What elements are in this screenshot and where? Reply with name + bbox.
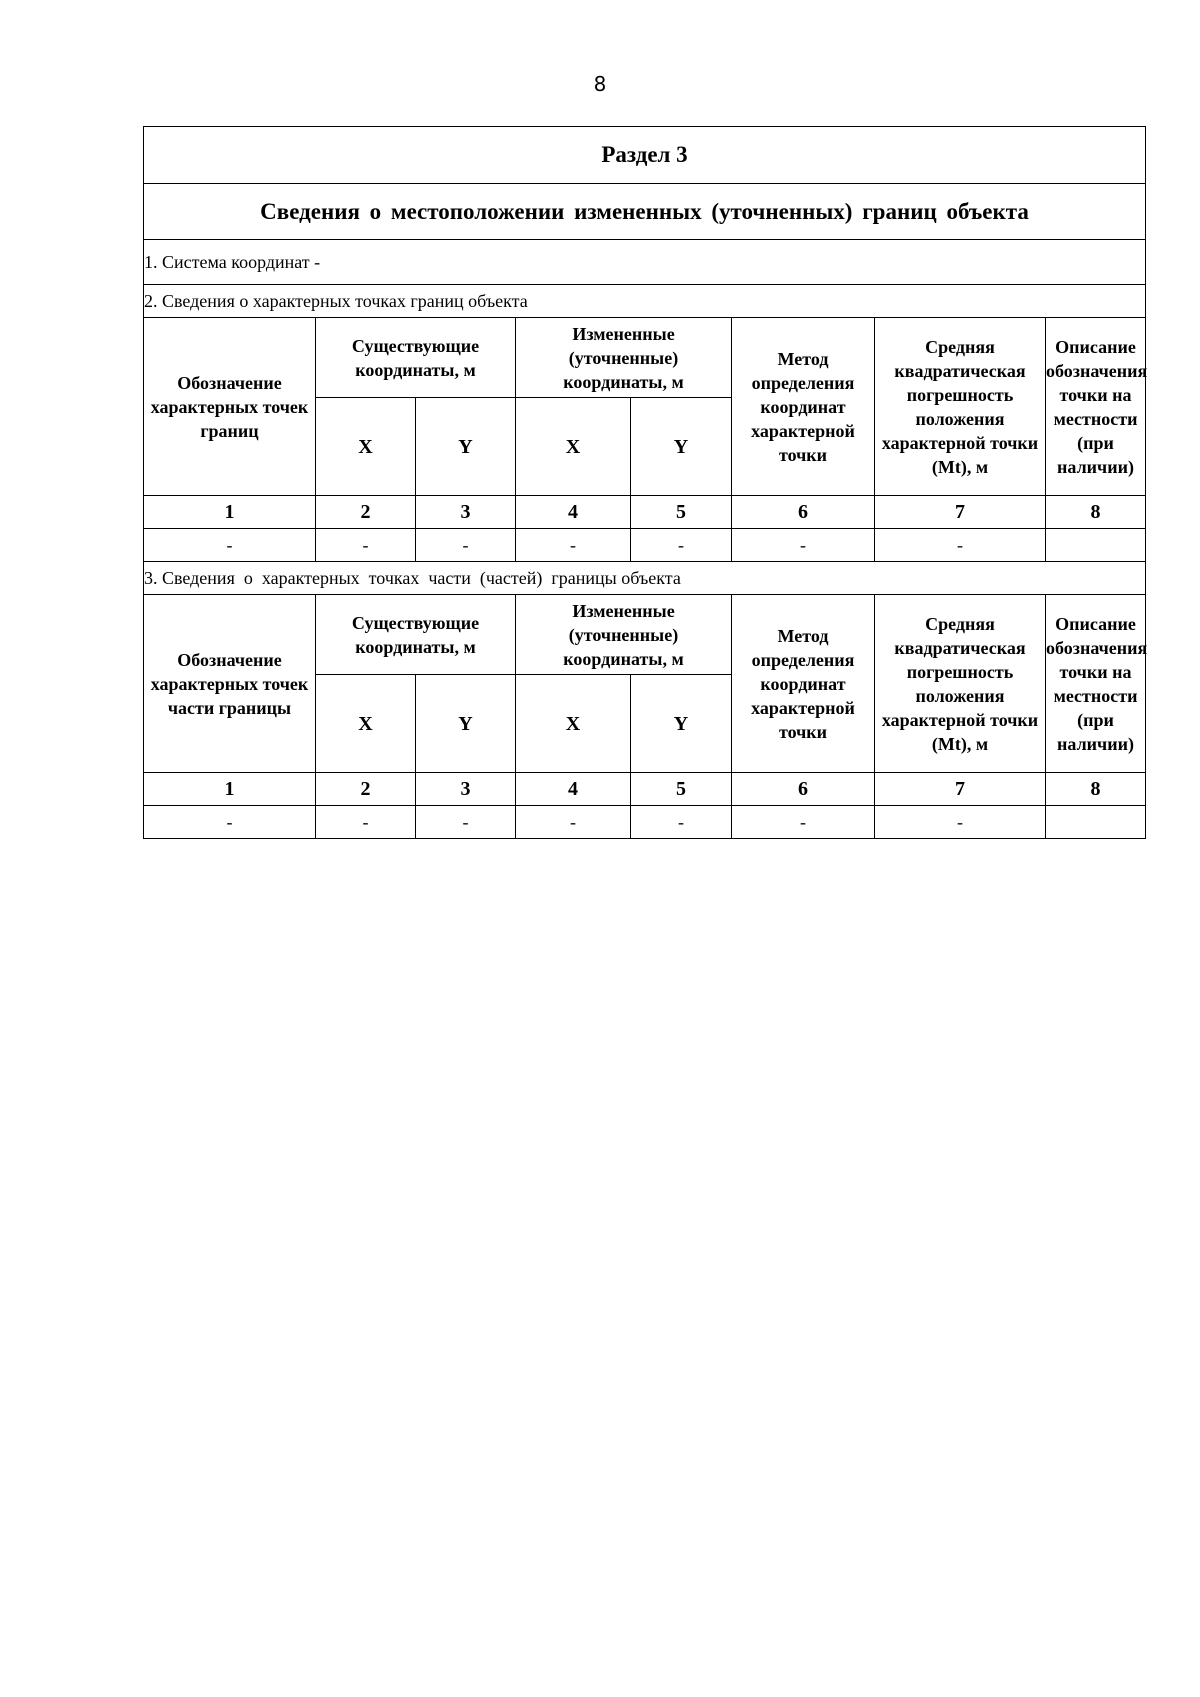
block2-header-method: Метод определения координат характерной точки xyxy=(732,318,875,496)
block2-header-error: Средняя квадратическая погрешность положения характерной точки (Mt), м xyxy=(875,318,1046,496)
table-cell: - xyxy=(875,806,1046,839)
table-row xyxy=(144,529,1146,562)
block2-title: 2. Сведения о характерных точках границ объекта xyxy=(144,285,1146,318)
column-number: 8 xyxy=(1046,773,1146,806)
block3-header-changed: Измененные (уточненные) координаты, м xyxy=(516,595,732,675)
column-number: 3 xyxy=(416,773,516,806)
column-number: 4 xyxy=(516,496,631,529)
block2-header-changed: Измененные (уточненные) координаты, м xyxy=(516,318,732,398)
table-cell: - xyxy=(316,529,416,562)
table-cell: - xyxy=(631,529,732,562)
coordinate-system: 1. Система координат - xyxy=(144,240,1146,285)
block2-header-existing-x: X xyxy=(316,398,416,496)
table-cell: - xyxy=(631,806,732,839)
block3-title: 3. Сведения о характерных точках части (частей) границы объекта xyxy=(144,562,1146,595)
section-3-table xyxy=(143,126,1146,839)
column-number: 2 xyxy=(316,496,416,529)
column-number: 8 xyxy=(1046,496,1146,529)
column-number: 1 xyxy=(144,496,316,529)
table-cell: - xyxy=(416,529,516,562)
block3-header-existing-y: Y xyxy=(416,675,516,773)
table-cell: - xyxy=(516,529,631,562)
table-cell: - xyxy=(732,529,875,562)
column-number: 5 xyxy=(631,773,732,806)
block2-header-designation: Обозначение характерных точек границ xyxy=(144,318,316,496)
block3-header-error: Средняя квадратическая погрешность положения характерной точки (Mt), м xyxy=(875,595,1046,773)
block3-header-designation: Обозначение характерных точек части границы xyxy=(144,595,316,773)
block2-header-changed-y: Y xyxy=(631,398,732,496)
table-cell: - xyxy=(516,806,631,839)
table-cell xyxy=(1046,806,1146,839)
block3-header-existing-x: X xyxy=(316,675,416,773)
table-cell xyxy=(1046,529,1146,562)
block3-header-changed-x: X xyxy=(516,675,631,773)
table-row xyxy=(144,806,1146,839)
section-heading: Сведения о местоположении измененных (уточненных) границ объекта xyxy=(144,184,1146,240)
column-number: 1 xyxy=(144,773,316,806)
table-cell: - xyxy=(732,806,875,839)
block2-header-description: Описание обозначения точки на местности (при наличии) xyxy=(1046,318,1146,496)
column-number: 6 xyxy=(732,773,875,806)
block3-header-changed-y: Y xyxy=(631,675,732,773)
column-number: 7 xyxy=(875,496,1046,529)
column-number: 3 xyxy=(416,496,516,529)
block3-header-existing: Существующие координаты, м xyxy=(316,595,516,675)
section-title: Раздел 3 xyxy=(144,127,1146,184)
table-cell: - xyxy=(144,806,316,839)
column-number: 7 xyxy=(875,773,1046,806)
table-cell: - xyxy=(144,529,316,562)
column-number: 2 xyxy=(316,773,416,806)
block3-header-method: Метод определения координат характерной точки xyxy=(732,595,875,773)
block2-header-changed-x: X xyxy=(516,398,631,496)
table-cell: - xyxy=(316,806,416,839)
block2-header-existing-y: Y xyxy=(416,398,516,496)
table-cell: - xyxy=(416,806,516,839)
block2-column-numbers xyxy=(144,496,1146,529)
table-cell: - xyxy=(875,529,1046,562)
column-number: 5 xyxy=(631,496,732,529)
page-number: 8 xyxy=(593,72,607,96)
block3-column-numbers xyxy=(144,773,1146,806)
block2-header-existing: Существующие координаты, м xyxy=(316,318,516,398)
column-number: 6 xyxy=(732,496,875,529)
block3-header-description: Описание обозначения точки на местности (при наличии) xyxy=(1046,595,1146,773)
column-number: 4 xyxy=(516,773,631,806)
